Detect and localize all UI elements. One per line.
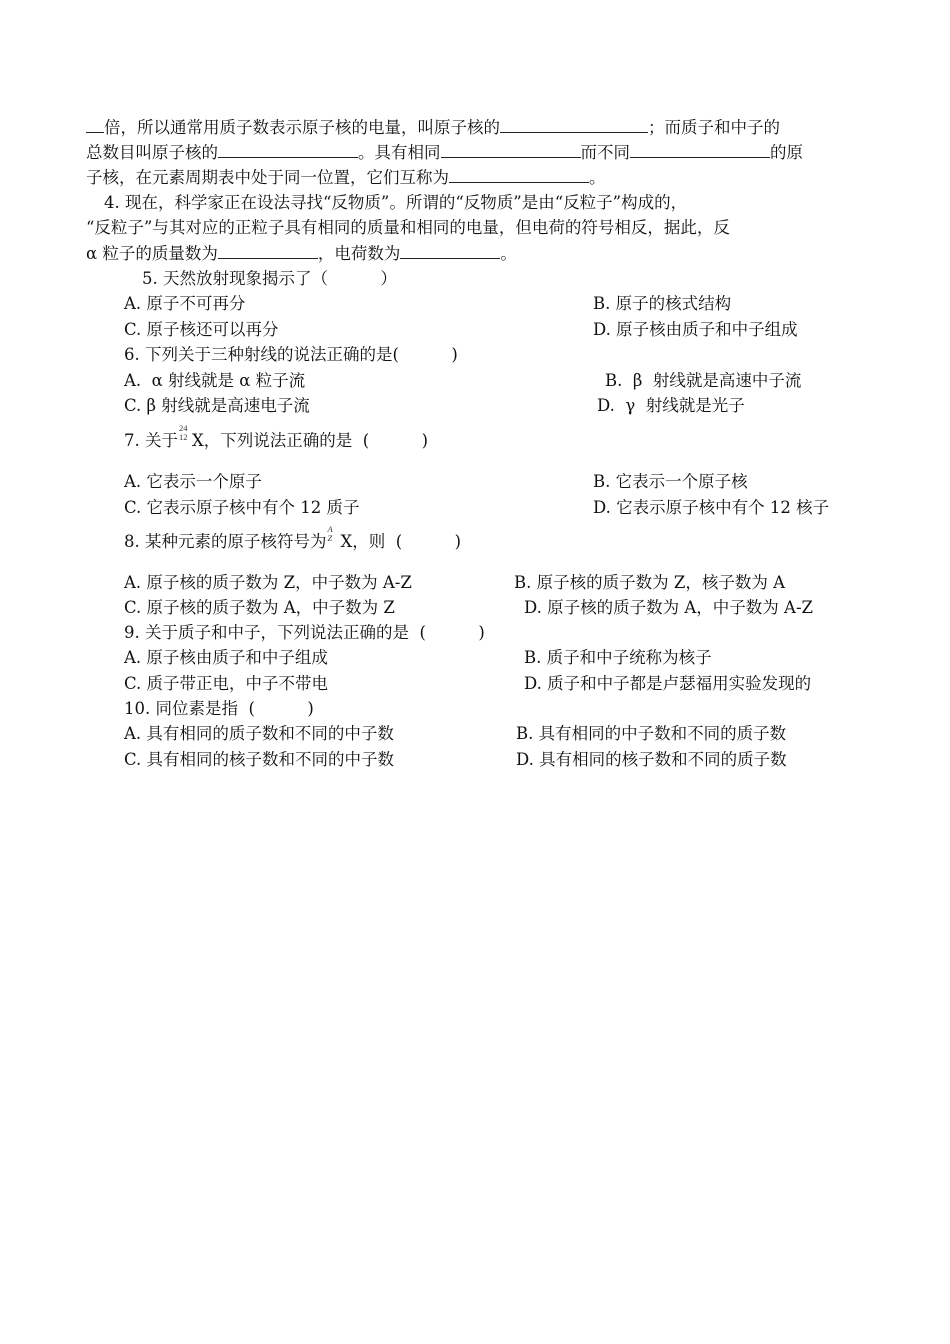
q5-stem: 5. 天然放射现象揭示了（ ） xyxy=(142,269,397,288)
fill-blank[interactable] xyxy=(86,117,104,133)
fill-blank[interactable] xyxy=(218,142,358,158)
q6-option-c[interactable]: C. β 射线就是高速电子流 xyxy=(124,396,310,415)
q3-text: ；而质子和中子的 xyxy=(648,118,780,137)
fill-blank[interactable] xyxy=(500,117,648,133)
mass-number: A xyxy=(327,524,333,534)
q9-option-a[interactable]: A. 原子核由质子和中子组成 xyxy=(124,648,328,667)
q4-line-1: 4. 现在，科学家正在设法寻找“反物质”。所谓的“反物质”是由“反粒子”构成的， xyxy=(104,193,688,212)
q3-line-2 xyxy=(86,142,864,164)
atomic-number: Z xyxy=(327,533,333,543)
q8-option-a[interactable]: A. 原子核的质子数为 Z，中子数为 A-Z xyxy=(124,573,412,592)
q7-option-c[interactable]: C. 它表示原子核中有个 12 质子 xyxy=(124,498,360,517)
q3-text: 倍，所以通常用质子数表示原子核的电量，叫原子核的 xyxy=(104,118,500,137)
q9-option-d[interactable]: D. 质子和中子都是卢瑟福用实验发现的 xyxy=(524,674,812,693)
q5-option-c[interactable]: C. 原子核还可以再分 xyxy=(124,320,279,339)
q3-text: 子核，在元素周期表中处于同一位置，它们互称为 xyxy=(86,168,449,187)
q3-line-1 xyxy=(86,117,864,139)
q10-option-b[interactable]: B. 具有相同的中子数和不同的质子数 xyxy=(516,724,787,743)
q7-text: 7. 关于 xyxy=(124,431,178,450)
q4-text: 。 xyxy=(500,244,517,263)
q8-stem xyxy=(124,524,462,553)
q10-option-d[interactable]: D. 具有相同的核子数和不同的质子数 xyxy=(516,750,787,769)
q4-line-3 xyxy=(86,243,864,265)
fill-blank[interactable] xyxy=(441,142,581,158)
q4-text: ，电荷数为 xyxy=(317,244,401,263)
q8-option-b[interactable]: B. 原子核的质子数为 Z，核子数为 A xyxy=(514,573,785,592)
fill-blank[interactable] xyxy=(218,243,318,259)
q10-option-a[interactable]: A. 具有相同的质子数和不同的中子数 xyxy=(124,724,394,743)
fill-blank[interactable] xyxy=(630,142,770,158)
q6-stem: 6. 下列关于三种射线的说法正确的是( ) xyxy=(124,345,458,364)
q4-line-2: “反粒子”与其对应的正粒子具有相同的质量和相同的电量，但电荷的符号相反，据此，反 xyxy=(86,218,730,237)
q10-stem: 10. 同位素是指 ( ) xyxy=(124,699,314,718)
q10-option-c[interactable]: C. 具有相同的核子数和不同的中子数 xyxy=(124,750,395,769)
fill-blank[interactable] xyxy=(449,167,589,183)
q9-stem: 9. 关于质子和中子，下列说法正确的是 ( ) xyxy=(124,623,485,642)
q9-option-b[interactable]: B. 质子和中子统称为核子 xyxy=(524,648,712,667)
q5-option-b[interactable]: B. 原子的核式结构 xyxy=(593,294,732,313)
q8-text: 8. 某种元素的原子核符号为 xyxy=(124,532,327,551)
q7-text: X，下列说法正确的是 ( ) xyxy=(192,431,429,450)
q5-option-d[interactable]: D. 原子核由质子和中子组成 xyxy=(593,320,798,339)
q9-option-c[interactable]: C. 质子带正电，中子不带电 xyxy=(124,674,329,693)
q3-line-3 xyxy=(86,167,864,189)
atomic-number: 12 xyxy=(179,432,188,442)
q7-option-b[interactable]: B. 它表示一个原子核 xyxy=(593,472,748,491)
q7-stem xyxy=(124,423,429,452)
isotope-notation xyxy=(327,524,341,553)
mass-number: 24 xyxy=(179,423,188,433)
q7-option-a[interactable]: A. 它表示一个原子 xyxy=(124,472,262,491)
q8-option-d[interactable]: D. 原子核的质子数为 A，中子数为 A-Z xyxy=(524,598,813,617)
q3-text: 而不同 xyxy=(580,143,630,162)
q6-option-a[interactable]: A. α 射线就是 α 粒子流 xyxy=(124,371,306,390)
isotope-notation xyxy=(178,423,192,452)
q6-option-d[interactable]: D. γ 射线就是光子 xyxy=(597,396,745,415)
q4-text: α 粒子的质量数为 xyxy=(86,244,218,263)
q3-text: 总数目叫原子核的 xyxy=(86,143,218,162)
q8-option-c[interactable]: C. 原子核的质子数为 A，中子数为 Z xyxy=(124,598,395,617)
q5-option-a[interactable]: A. 原子不可再分 xyxy=(124,294,246,313)
q7-option-d[interactable]: D. 它表示原子核中有个 12 核子 xyxy=(593,498,830,517)
q3-text: 。 xyxy=(589,168,606,187)
q6-option-b[interactable]: B. β 射线就是高速中子流 xyxy=(605,371,802,390)
q8-text: X，则 ( ) xyxy=(340,532,462,551)
q3-text: 的原 xyxy=(770,143,803,162)
fill-blank[interactable] xyxy=(400,243,500,259)
q3-text: 。具有相同 xyxy=(358,143,441,162)
